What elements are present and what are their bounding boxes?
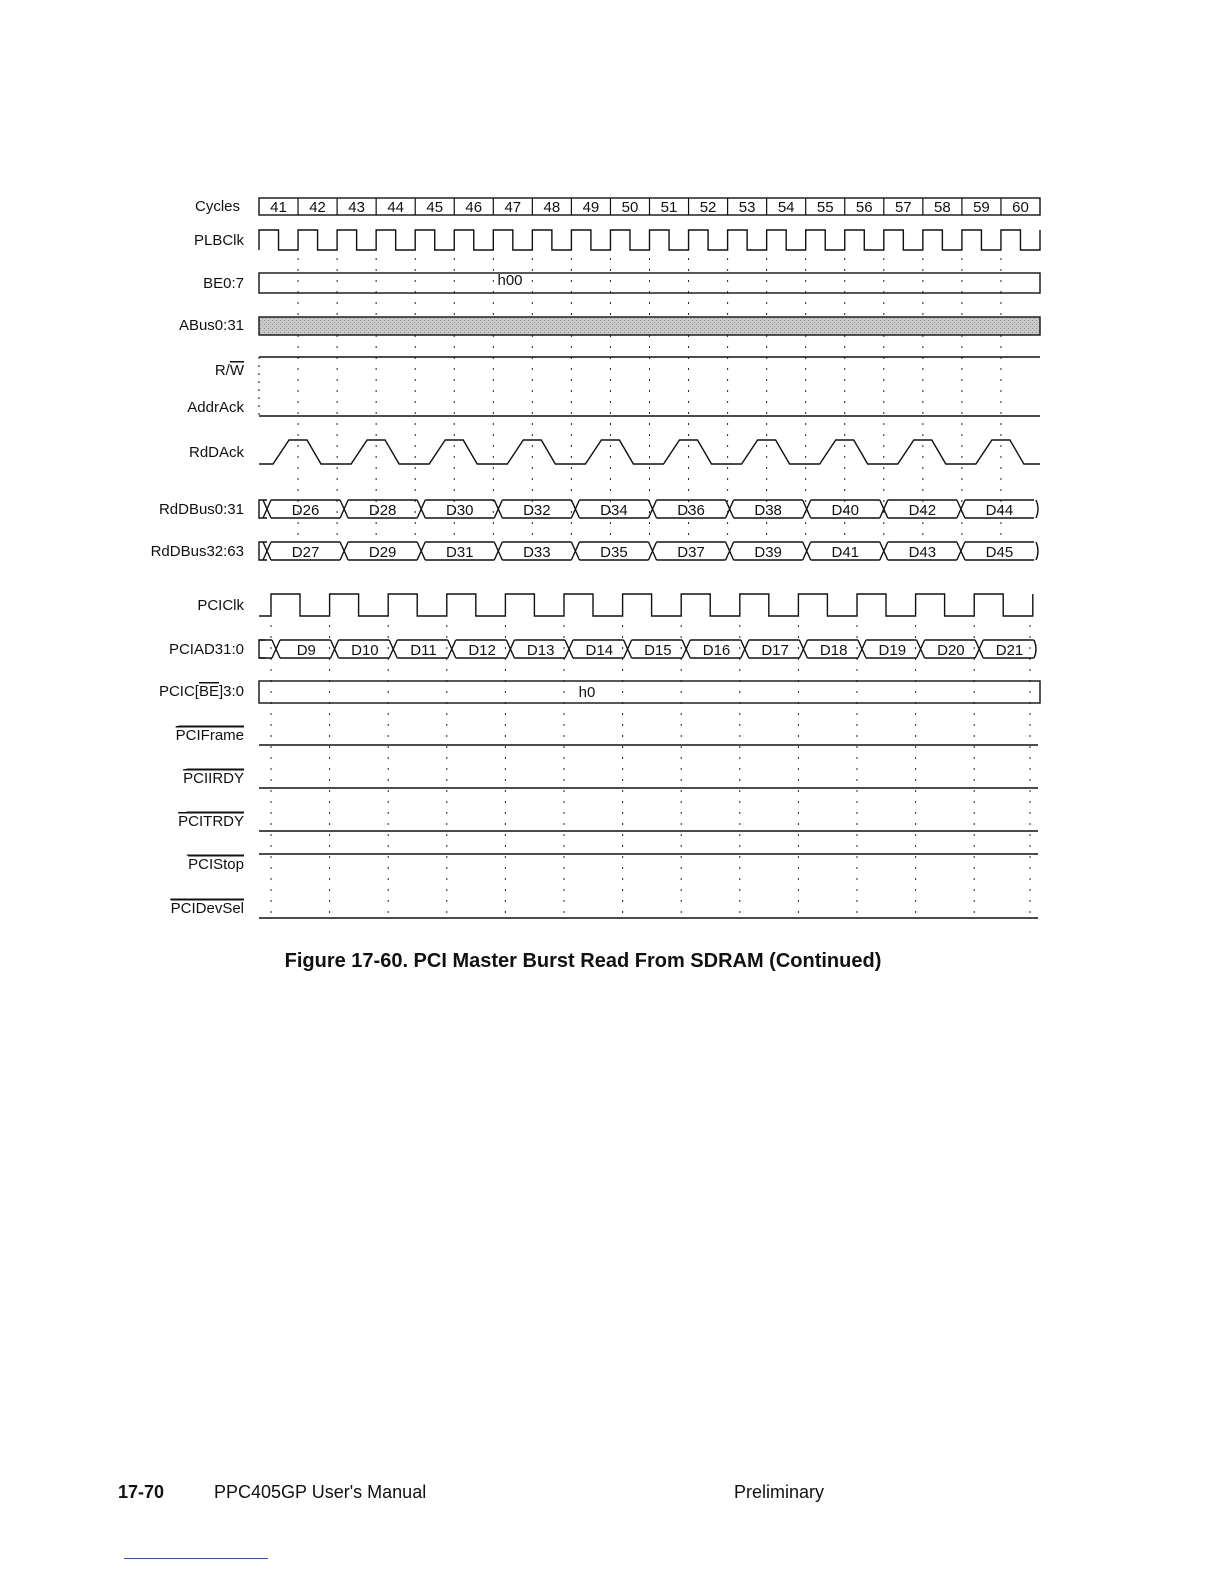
cycle-number: 51 [660, 199, 678, 216]
cycle-number: 44 [387, 199, 405, 216]
data-value: D27 [291, 544, 320, 561]
data-value: D45 [985, 544, 1014, 561]
pciad-value: D14 [585, 642, 614, 659]
cycle-number: 45 [426, 199, 444, 216]
data-value: D42 [908, 502, 937, 519]
data-transition [880, 542, 888, 560]
data-transition [417, 542, 425, 560]
data-value: D26 [291, 502, 320, 519]
signal-label: PCIClk [197, 597, 244, 614]
signal-label: R/W [214, 362, 244, 379]
cycle-number: 41 [270, 199, 287, 216]
pciad-transition [858, 640, 866, 658]
data-transition [340, 542, 348, 560]
data-transition [494, 542, 502, 560]
data-value: D32 [523, 502, 551, 519]
cycle-number: 50 [621, 199, 639, 216]
pciad-transition [389, 640, 397, 658]
data-value: D41 [831, 544, 860, 561]
cycle-number: 46 [465, 199, 483, 216]
pciad-value: D13 [526, 642, 555, 659]
cycle-number: 57 [894, 199, 912, 216]
cycle-number: 60 [1012, 199, 1029, 216]
data-value: D37 [677, 544, 705, 561]
data-value: D29 [368, 544, 397, 561]
pciad-transition [331, 640, 339, 658]
pciad-transition [624, 640, 632, 658]
pciad-transition [565, 640, 573, 658]
data-transition [726, 542, 734, 560]
pciad-transition [506, 640, 514, 658]
data-value: D36 [677, 502, 705, 519]
pciad-transition [799, 640, 807, 658]
cycle-number: 43 [348, 199, 365, 216]
cycle-number: 56 [855, 199, 873, 216]
pciad-value: D19 [878, 642, 907, 659]
signal-label: RdDBus32:63 [150, 543, 244, 560]
footer-status: Preliminary [734, 1482, 825, 1502]
data-transition [880, 500, 888, 518]
data-transition [957, 542, 965, 560]
footer-title: PPC405GP User's Manual [214, 1482, 427, 1502]
data-transition [263, 542, 271, 560]
data-transition [803, 500, 811, 518]
data-bus-start [259, 500, 267, 518]
figure-caption: Figure 17-60. PCI Master Burst Read From SDRAM (Continued) [284, 950, 882, 972]
data-transition [571, 500, 579, 518]
pciad-end [1034, 640, 1036, 658]
cycle-number: 53 [738, 199, 756, 216]
signal-label: PCITRDY [178, 813, 244, 830]
rddack-waveform [259, 440, 1040, 464]
data-transition [726, 500, 734, 518]
cycle-number: 47 [504, 199, 522, 216]
pciad-value: D16 [702, 642, 731, 659]
be-bus-shape [259, 273, 1040, 293]
footer-page-number: 17-70 [118, 1482, 165, 1502]
data-transition [649, 500, 657, 518]
signal-label: RdDAck [188, 444, 244, 461]
pciad-value: D12 [468, 642, 496, 659]
data-transition [417, 500, 425, 518]
data-transition [571, 542, 579, 560]
signal-label: RdDBus0:31 [158, 501, 244, 518]
signal-label: PCIAD31:0 [168, 641, 244, 658]
cycle-number: 52 [699, 199, 717, 216]
data-value: D43 [908, 544, 937, 561]
data-transition [340, 500, 348, 518]
signal-label: PLBClk [193, 232, 244, 249]
bus-value: h00 [497, 272, 523, 289]
pciad-transition [682, 640, 690, 658]
data-bus-end [1036, 500, 1038, 518]
pciad-value: D21 [995, 642, 1024, 659]
data-transition [649, 542, 657, 560]
bus-value: h0 [578, 684, 596, 701]
pciad-value: D15 [644, 642, 672, 659]
pciad-start [259, 640, 265, 658]
cycle-number: 55 [816, 199, 834, 216]
data-transition [494, 500, 502, 518]
pciad-transition [917, 640, 925, 658]
pciad-value: D17 [761, 642, 789, 659]
signal-label: PCIStop [188, 856, 244, 873]
signal-label: PCIIRDY [183, 770, 244, 787]
footer-rule [124, 1558, 268, 1559]
data-value: D30 [445, 502, 474, 519]
data-transition [263, 500, 271, 518]
signal-label: PCIC[BE]3:0 [158, 683, 244, 700]
signal-label: PCIDevSel [170, 900, 244, 917]
data-bus-start [259, 542, 267, 560]
cycles-label: Cycles [194, 198, 240, 215]
data-transition [803, 542, 811, 560]
cycle-number: 42 [309, 199, 326, 216]
signal-label: PCIFrame [175, 727, 244, 744]
data-value: D39 [754, 544, 782, 561]
cycle-number: 48 [543, 199, 561, 216]
data-value: D35 [600, 544, 628, 561]
data-bus-end [1036, 542, 1038, 560]
data-value: D31 [445, 544, 474, 561]
data-value: D33 [523, 544, 551, 561]
signal-label: BE0:7 [203, 275, 244, 292]
data-value: D38 [754, 502, 782, 519]
data-transition [957, 500, 965, 518]
pciad-transition [975, 640, 983, 658]
cycle-number: 58 [934, 199, 951, 216]
data-value: D28 [368, 502, 397, 519]
abus-undefined-shape [259, 317, 1040, 335]
cycle-number: 49 [582, 199, 600, 216]
pciad-value: D20 [937, 642, 965, 659]
pciad-value: D18 [819, 642, 848, 659]
data-value: D34 [600, 502, 628, 519]
signal-label: AddrAck [187, 399, 244, 416]
pciad-value: D10 [351, 642, 379, 659]
pciad-value: D11 [410, 642, 437, 659]
plbclk-waveform [259, 230, 1040, 250]
data-value: D40 [831, 502, 860, 519]
pcic-be-bus-shape [259, 681, 1040, 703]
data-value: D44 [985, 502, 1014, 519]
pciad-lead [259, 640, 272, 658]
cycle-number: 59 [973, 199, 990, 216]
cycle-number: 54 [777, 199, 795, 216]
pciad-transition [448, 640, 456, 658]
signal-label: ABus0:31 [178, 317, 244, 334]
pciad-transition [741, 640, 749, 658]
pciad-value: D9 [296, 642, 316, 659]
pciad-transition [272, 640, 280, 658]
pciclk-waveform [259, 594, 1033, 616]
